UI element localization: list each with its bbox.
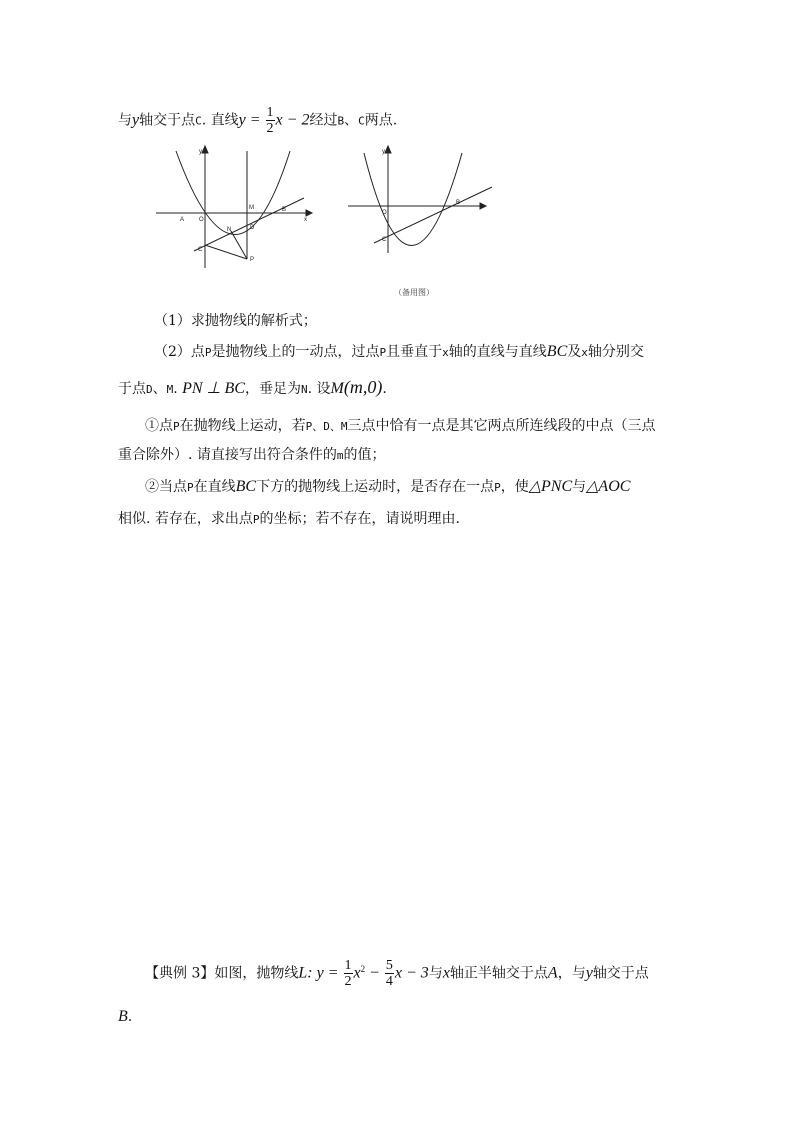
question-2a-line1	[145, 416, 656, 437]
example3-frac2	[385, 958, 394, 989]
label-c: C	[382, 237, 387, 243]
example3-xv: x	[442, 964, 450, 982]
label-o: O	[382, 210, 387, 216]
q2a-pdm: P、D、M	[305, 420, 348, 433]
question-2b-line2	[118, 509, 460, 530]
label-n: N	[227, 227, 232, 233]
intro-end: 两点.	[364, 112, 398, 129]
example3-eq: =	[323, 964, 343, 982]
right-figure-caption: （备用图）	[394, 288, 434, 297]
label-y: y	[382, 149, 385, 155]
parabola	[364, 153, 462, 246]
q2-part5: 及	[567, 344, 582, 360]
intro-frac-num: 1	[266, 105, 274, 120]
example-3-line1	[145, 958, 649, 989]
q2b-tri-pnc: △PNC	[528, 478, 573, 495]
q2-part6: 轴分别交	[587, 344, 644, 360]
q1-text: （1）求抛物线的解析式；	[154, 313, 317, 329]
q2b-l1d: ，使	[500, 479, 529, 495]
example3-minus: −	[365, 964, 384, 982]
example3-b: B	[118, 1008, 128, 1025]
parabola	[176, 151, 290, 235]
q2-x: x	[442, 346, 449, 359]
q2-bc2: BC	[224, 380, 245, 397]
q2a-l1b: 在抛物线上运动，若	[179, 418, 306, 434]
label-m: M	[249, 205, 254, 211]
y-axis-arrow	[385, 146, 391, 153]
intro-mid: 轴交于点	[139, 112, 196, 129]
example3-x2: x	[353, 964, 361, 982]
intro-c2: C	[358, 114, 365, 128]
x-axis-arrow	[306, 210, 312, 216]
q2-part3: 且垂直于	[386, 344, 443, 360]
q2b-p3: P	[252, 513, 260, 526]
intro-line	[118, 105, 397, 136]
example3-end: .	[127, 1009, 133, 1025]
intro-frac-den: 2	[266, 121, 274, 136]
intro-fraction	[266, 105, 275, 136]
intro-suffix: 经过	[309, 112, 338, 129]
example3-text2: 与	[428, 965, 443, 982]
label-b: B	[456, 200, 461, 206]
question-2a-line2	[118, 445, 386, 466]
q2-part8: . 设	[307, 381, 331, 397]
q2b-p2: P	[494, 481, 501, 494]
q2-pn: PN	[182, 380, 203, 397]
example3-f1d: 2	[344, 974, 352, 989]
q2-part1: （2）点	[154, 344, 205, 360]
q2b-line1: ②当点	[145, 479, 187, 495]
label-c: C	[198, 247, 203, 253]
example3-f2d: 4	[385, 974, 393, 989]
example3-tail: x − 3	[394, 964, 429, 982]
example3-text4: ，与	[557, 965, 586, 982]
intro-line-text: . 直线	[201, 112, 239, 129]
q2-bc: BC	[546, 343, 568, 360]
q2-x2: x	[581, 346, 588, 359]
intro-prefix: 与	[118, 112, 132, 129]
intro-eq-y: y	[238, 111, 246, 129]
q2-d: D	[146, 383, 153, 396]
example3-tag: 【典例 3】	[145, 965, 215, 982]
example3-frac1	[344, 958, 353, 989]
q2b-tri-aoc: △AOC	[586, 478, 631, 495]
q2a-line2: 重合除外）. 请直接写出符合条件的	[118, 447, 337, 463]
q2-m-coord-label: M	[330, 380, 344, 397]
example3-f1n: 1	[344, 958, 352, 973]
intro-b: B	[337, 114, 345, 128]
q2b-p: P	[187, 481, 194, 494]
x-axis-arrow	[480, 203, 486, 209]
example3-sq: 2	[360, 963, 366, 974]
y-axis-arrow	[202, 146, 208, 153]
q2a-p: P	[173, 420, 180, 433]
q2-dot: .	[173, 381, 178, 397]
figure-right	[344, 143, 504, 298]
question-2-line1	[154, 342, 644, 363]
example3-colon: :	[307, 964, 317, 982]
intro-c: C	[195, 114, 202, 128]
label-d: D	[250, 225, 255, 231]
q2-p2: P	[379, 346, 387, 359]
example3-text5: 轴交于点	[592, 965, 649, 982]
label-y: y	[199, 149, 202, 155]
question-2b-line1	[145, 477, 630, 498]
question-2-line2	[118, 377, 387, 400]
example3-yv: y	[585, 964, 593, 982]
q2-part4: 轴的直线与直线	[448, 344, 547, 360]
question-1	[154, 311, 317, 331]
q2-coord: (m,0)	[343, 377, 383, 397]
label-p: P	[250, 257, 255, 263]
q2-part7: ，垂足为	[245, 381, 301, 397]
q2b-l1e: 与	[572, 479, 587, 495]
example3-y: y	[316, 964, 324, 982]
q2a-m: m	[336, 449, 344, 462]
example3-f2n: 5	[385, 958, 393, 973]
q2b-l2b: 的坐标；若不存在，请说明理由.	[259, 511, 460, 527]
q2-part2: 是抛物线上的一动点，过点	[211, 344, 380, 360]
q2-line2a: 于点	[118, 381, 146, 397]
q2-m: M	[166, 383, 174, 396]
q2a-line1: ①点	[145, 418, 173, 434]
intro-y-var: y	[132, 111, 140, 129]
label-x: x	[304, 217, 307, 223]
intro-sep: 、	[344, 112, 359, 129]
example3-a: A	[547, 964, 558, 982]
figure-left	[154, 143, 314, 273]
q2a-l1c: 三点中恰有一点是其它两点所连线段的中点（三点	[347, 418, 656, 434]
q2b-bc: BC	[235, 478, 257, 495]
q2-perp: ⊥	[202, 380, 225, 397]
q2-p: P	[204, 346, 212, 359]
q2b-line2: 相似. 若存在，求出点	[118, 511, 253, 527]
label-b: B	[282, 207, 287, 213]
example3-text1: 如图，抛物线	[214, 965, 299, 982]
line-bc	[374, 187, 492, 243]
intro-eq-equals: =	[245, 111, 265, 129]
q2-end: .	[382, 381, 387, 397]
label-o: O	[199, 217, 204, 223]
q2b-l1b: 在直线	[193, 479, 236, 495]
intro-eq-tail: x − 2	[275, 111, 310, 129]
example3-l: L	[298, 964, 308, 982]
q2b-l1c: 下方的抛物线上运动时，是否存在一点	[256, 479, 495, 495]
q2a-l2b: 的值；	[343, 447, 386, 463]
label-a: A	[180, 217, 185, 223]
q2-n: N	[301, 383, 308, 396]
example3-text3: 轴正半轴交于点	[449, 965, 548, 982]
q2-sep: 、	[152, 381, 167, 397]
example-3-line2	[118, 1007, 132, 1027]
